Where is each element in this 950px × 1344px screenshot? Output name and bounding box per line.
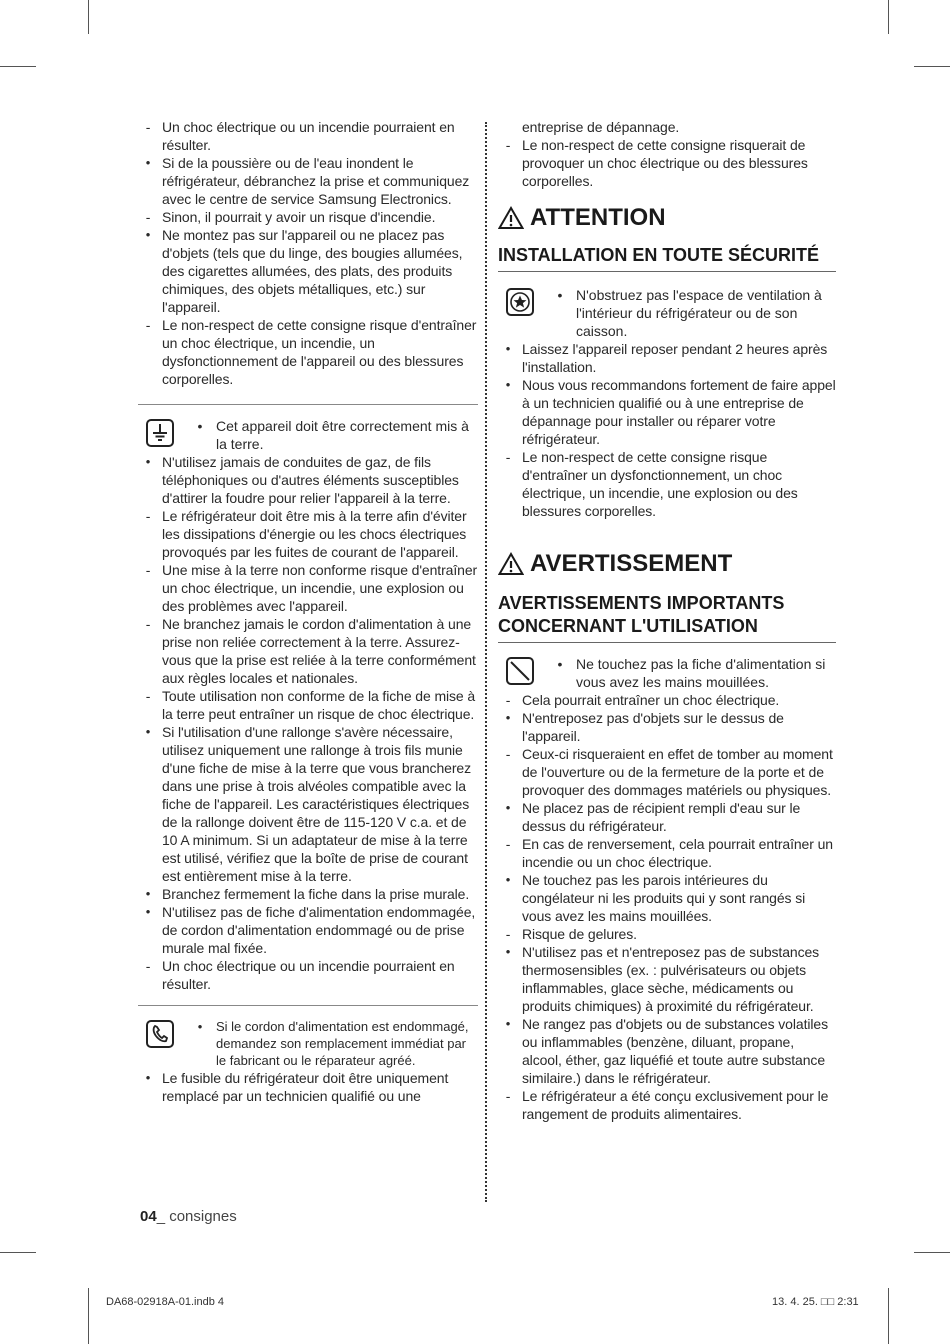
bullet-mark: • (145, 904, 151, 919)
dash-mark: - (145, 317, 151, 333)
dash-mark: - (505, 692, 511, 708)
dash-mark: - (145, 958, 151, 974)
dash-item (498, 448, 836, 520)
usage-heading (498, 592, 836, 643)
item-text: Le non-respect de cette consigne risquerait de provoquer un choc électrique ou des blessures corporelles. (522, 137, 808, 189)
dash-item (138, 316, 478, 388)
warning-heading (498, 550, 836, 578)
item-text: Risque de gelures. (522, 926, 637, 942)
no-touch-note (498, 655, 836, 691)
dash-item (498, 835, 836, 871)
bullet-mark: • (557, 287, 563, 303)
item-text: Si de la poussière ou de l'eau inondent le réfrigérateur, débranchez la prise et communiquez avec le centre de service Samsung Electronics. (162, 155, 470, 207)
bullet-mark: • (145, 454, 151, 469)
bullet-mark: • (145, 155, 151, 170)
item-text: Ceux-ci risqueraient en effet de tomber au moment de l'ouverture ou de la fermeture de la porte et de provoquer des dommages matériels ou physiques. (522, 746, 833, 798)
crop-mark (888, 1288, 889, 1344)
dash-mark: - (145, 508, 151, 524)
bullet-item (498, 709, 836, 745)
item-text: Laissez l'appareil reposer pendant 2 heures après l'installation. (522, 341, 828, 375)
bullet-item (138, 453, 478, 507)
dash-mark: - (505, 836, 511, 852)
column-divider (485, 122, 487, 1202)
crop-mark (0, 1252, 36, 1253)
dash-item (138, 615, 478, 687)
bullet-item (138, 903, 478, 957)
left-block-3 (138, 1069, 478, 1105)
item-text: Le fusible du réfrigérateur doit être uniquement remplacé par un technicien qualifié ou une (162, 1070, 449, 1104)
item-text: Ne branchez jamais le cordon d'alimentation à une prise non reliée correctement à la terre. Assurez-vous que la prise est reliée à la terre conformément aux règles locales et nationales. (162, 616, 476, 686)
bullet-mark: • (197, 1019, 203, 1034)
bullet-item (138, 154, 478, 208)
item-text: N'utilisez pas et n'entreposez pas de substances thermosensibles (ex. : pulvérisateurs ou objets inflammables, glace sèche, médicaments ou produits chimiques) à proximité du réfrigérateur. (522, 944, 820, 1014)
dash-mark: - (145, 616, 151, 632)
bullet-item (138, 723, 478, 885)
dash-item (498, 691, 836, 709)
item-text: Le réfrigérateur a été conçu exclusivement pour le rangement de produits alimentaires. (522, 1088, 829, 1122)
install-heading: INSTALLATION EN TOUTE SÉCURITÉ (498, 244, 836, 272)
crop-mark (0, 66, 36, 67)
item-text: Branchez fermement la fiche dans la prise murale. (162, 886, 470, 902)
item-text: Ne touchez pas les parois intérieures du congélateur ni les produits qui y sont rangés si vous avez les mains mouillées. (522, 872, 806, 924)
item-text: Une mise à la terre non conforme risque d'entraîner un choc électrique, un incendie, une explosion ou des problèmes avec l'appareil. (162, 562, 478, 614)
dash-item (138, 118, 478, 154)
bullet-item (498, 1015, 836, 1087)
star-note (498, 286, 836, 340)
ground-icon (146, 419, 174, 447)
bullet-mark: • (505, 377, 511, 392)
dash-item (138, 208, 478, 226)
dash-item (138, 687, 478, 723)
warning-triangle-icon (498, 552, 524, 576)
dash-item (498, 925, 836, 943)
dash-mark: - (505, 449, 511, 465)
right-block-3 (498, 691, 836, 1123)
left-column (138, 118, 478, 1105)
item-text: Ne rangez pas d'objets ou de substances volatiles ou inflammables (benzène, diluant, propane, alcool, éther, gaz liquéfié et toute autre substance similaire.) dans le réfrigérateur. (522, 1016, 828, 1086)
left-block-1 (138, 118, 478, 388)
usage-title-line-2: CONCERNANT L'UTILISATION (498, 616, 758, 636)
dash-mark: - (145, 119, 151, 135)
crop-mark (88, 1288, 89, 1344)
dash-mark: - (145, 209, 151, 225)
bullet-mark: • (197, 418, 203, 434)
bullet-mark: • (505, 341, 511, 356)
ground-note (138, 417, 478, 453)
left-block-2 (138, 453, 478, 993)
item-text: Un choc électrique ou un incendie pourraient en résulter. (162, 958, 455, 992)
print-date-info: 13. 4. 25. □□ 2:31 (772, 1296, 859, 1308)
bullet-item (498, 943, 836, 1015)
bullet-mark: • (145, 227, 151, 242)
item-text: Le réfrigérateur doit être mis à la terre afin d'éviter les dissipations d'énergie ou les chocs électriques provoqués par les fuites de courant de l'appareil. (162, 508, 467, 560)
print-file-info: DA68-02918A-01.indb 4 (106, 1296, 225, 1308)
item-text: Ne montez pas sur l'appareil ou ne placez pas d'objets (tels que du linge, des bougies allumées, des cigarettes allumées, des plats, des produits chimiques, des objets métalliques, etc.) sur l'appareil. (162, 227, 463, 315)
attention-heading (498, 204, 836, 232)
crop-mark (888, 0, 889, 34)
dash-item (138, 957, 478, 993)
warning-title: AVERTISSEMENT (530, 550, 733, 577)
item-text: N'utilisez jamais de conduites de gaz, de fils téléphoniques ou d'autres éléments susceptibles d'attirer la foudre pour relier l'appareil à la terre. (162, 454, 459, 506)
bullet-mark: • (505, 1016, 511, 1031)
continued-text (498, 118, 836, 136)
crop-mark (914, 1252, 950, 1253)
bullet-item (498, 871, 836, 925)
attention-title: ATTENTION (530, 204, 666, 231)
item-text: Si l'utilisation d'une rallonge s'avère nécessaire, utilisez uniquement une rallonge à trois fils munie d'une fiche de mise à la terre que vous brancherez dans une prise à trois alvéoles compatible avec la fiche de l'appareil. Les caractéristiques électriques de la rallonge doivent être de 115-120 V c.a. et de 10 A minimum. Si un adaptateur de mise à la terre est utilisé, vérifiez que la boîte de prise de courant est entièrement mise à la terre. (162, 724, 471, 884)
dash-mark: - (505, 137, 511, 153)
phone-note-text: Si le cordon d'alimentation est endommagé, demandez son remplacement immédiat par le fabricant ou le réparateur agréé. (216, 1019, 469, 1068)
item-text: N'utilisez pas de fiche d'alimentation endommagée, de cordon d'alimentation endommagé ou de prise murale mal fixée. (162, 904, 476, 956)
dash-mark: - (145, 688, 151, 704)
bullet-item (498, 376, 836, 448)
star-icon (506, 288, 534, 316)
no-touch-note-text: Ne touchez pas la fiche d'alimentation si vous avez les mains mouillées. (576, 656, 826, 690)
dash-item (498, 136, 836, 190)
dash-mark: - (505, 746, 511, 762)
ground-note-text: Cet appareil doit être correctement mis à la terre. (216, 418, 469, 452)
item-text: entreprise de dépannage. (522, 119, 680, 135)
dash-item (498, 1087, 836, 1123)
phone-icon (146, 1020, 174, 1048)
bullet-item (498, 340, 836, 376)
item-text: Ne placez pas de récipient rempli d'eau sur le dessus du réfrigérateur. (522, 800, 801, 834)
crop-mark (914, 66, 950, 67)
prohibited-icon (506, 657, 534, 685)
bullet-mark: • (145, 1070, 151, 1085)
right-block-2 (498, 340, 836, 520)
right-column (498, 118, 836, 1123)
item-text: Nous vous recommandons fortement de faire appel à un technicien qualifié ou à une entreprise de dépannage pour installer ou réparer votre réfrigérateur. (522, 377, 836, 447)
bullet-item (138, 885, 478, 903)
caution-triangle-icon (498, 206, 524, 230)
page-footer (140, 1208, 237, 1225)
item-text: En cas de renversement, cela pourrait entraîner un incendie ou un choc électrique. (522, 836, 833, 870)
bullet-mark: • (505, 944, 511, 959)
item-text: N'entreposez pas d'objets sur le dessus de l'appareil. (522, 710, 784, 744)
dash-mark: - (505, 1088, 511, 1104)
dash-item (138, 561, 478, 615)
bullet-mark: • (557, 656, 563, 672)
item-text: Sinon, il pourrait y avoir un risque d'incendie. (162, 209, 436, 225)
dash-mark: - (505, 926, 511, 942)
item-text: Un choc électrique ou un incendie pourraient en résulter. (162, 119, 455, 153)
bullet-item (138, 226, 478, 316)
bullet-mark: • (505, 710, 511, 725)
item-text: Toute utilisation non conforme de la fiche de mise à la terre peut entraîner un risque de choc électrique. (162, 688, 476, 722)
phone-note (138, 1018, 478, 1069)
star-note-text: N'obstruez pas l'espace de ventilation à l'intérieur du réfrigérateur ou de son caisson. (576, 287, 822, 339)
usage-title-line-1: AVERTISSEMENTS IMPORTANTS (498, 593, 785, 613)
dash-mark: - (145, 562, 151, 578)
page-number: 04 (140, 1208, 157, 1225)
item-text: Cela pourrait entraîner un choc électrique. (522, 692, 780, 708)
bullet-mark: • (505, 872, 511, 887)
bullet-mark: • (505, 800, 511, 815)
item-text: Le non-respect de cette consigne risque d'entraîner un choc électrique, un incendie, un dysfonctionnement de l'appareil ou des blessures corporelles. (162, 317, 477, 387)
crop-mark (88, 0, 89, 34)
page-section-label: _ consignes (156, 1208, 237, 1225)
bullet-item (498, 799, 836, 835)
bullet-item (138, 1069, 478, 1105)
bullet-mark: • (145, 886, 151, 901)
dash-item (498, 745, 836, 799)
bullet-mark: • (145, 724, 151, 739)
dash-item (138, 507, 478, 561)
item-text: Le non-respect de cette consigne risque d'entraîner un dysfonctionnement, un choc électrique, un incendie, une explosion ou des blessures corporelles. (522, 449, 798, 519)
right-block-1 (498, 118, 836, 190)
